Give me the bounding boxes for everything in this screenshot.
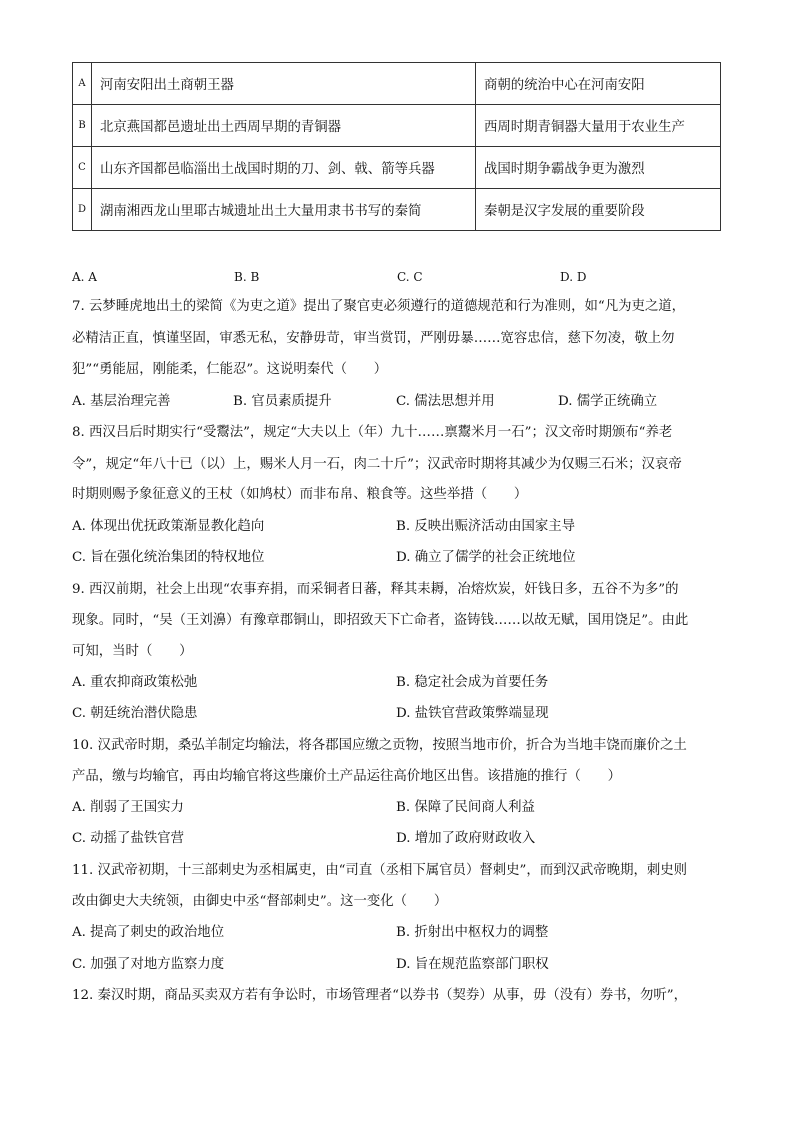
q9-stem-line: 现象。同时，“吴（王刘濞）有豫章郡铜山，即招致天下亡命者，盗铸钱……以故无赋，国用饶足”。由此	[72, 613, 689, 628]
q6-option-b[interactable]: B. B	[234, 270, 260, 284]
q7-option-d[interactable]: D. 儒学正统确立	[558, 394, 658, 409]
q11-option-a[interactable]: A. 提高了刺史的政治地位	[72, 925, 225, 940]
q8-stem-line: 时期则赐予象征意义的王杖（如鸠杖）而非布帛、粮食等。这些举措（ ）	[72, 487, 528, 502]
q9-option-b[interactable]: B. 稳定社会成为首要任务	[396, 675, 549, 690]
q12-stem-line: 12. 秦汉时期，商品买卖双方若有争讼时，市场管理者“以券书（契券）从事，毋（没有）券书，勿听”，	[72, 988, 688, 1003]
q8-option-c[interactable]: C. 旨在强化统治集团的特权地位	[72, 550, 265, 565]
row-evidence: 湖南湘西龙山里耶古城遗址出土大量用隶书书写的秦简	[92, 189, 476, 231]
q8-option-a[interactable]: A. 体现出优抚政策渐显教化趋向	[72, 519, 265, 534]
table-row	[73, 105, 721, 147]
options-table	[72, 62, 721, 231]
q10-option-c[interactable]: C. 动摇了盐铁官营	[72, 831, 185, 846]
row-letter: C	[73, 147, 92, 189]
table-row	[73, 147, 721, 189]
q8-option-d[interactable]: D. 确立了儒学的社会正统地位	[396, 550, 576, 565]
q11-stem-line: 11. 汉武帝初期，十三部刺史为丞相属吏，由“司直（丞相下属官员）督刺史”，而到汉武帝晚期，刺史则	[72, 863, 688, 878]
q10-stem-line: 10. 汉武帝时期，桑弘羊制定均输法，将各郡国应缴之贡物，按照当地市价，折合为当地丰饶而廉价之土	[72, 738, 687, 753]
q10-option-d[interactable]: D. 增加了政府财政收入	[396, 831, 536, 846]
q7-stem-line: 犯”“勇能屈，刚能柔，仁能忍”。这说明秦代（ ）	[72, 362, 388, 377]
row-conclusion: 商朝的统治中心在河南安阳	[476, 63, 721, 105]
q9-stem-line: 可知，当时（ ）	[72, 644, 193, 659]
row-letter: A	[73, 63, 92, 105]
q9-option-c[interactable]: C. 朝廷统治潜伏隐患	[72, 706, 198, 721]
row-letter: D	[73, 189, 92, 231]
table-row	[73, 189, 721, 231]
q6-option-c[interactable]: C. C	[397, 270, 423, 284]
q10-option-b[interactable]: B. 保障了民间商人利益	[396, 800, 535, 815]
q8-option-b[interactable]: B. 反映出赈济活动由国家主导	[396, 519, 576, 534]
row-conclusion: 西周时期青铜器大量用于农业生产	[476, 105, 721, 147]
q8-stem-line: 令”，规定“年八十已（以）上，赐米人月一石，肉二十斤”；汉武帝时期将其减少为仅赐三石米；汉哀帝	[72, 457, 682, 472]
q7-option-c[interactable]: C. 儒法思想并用	[396, 394, 495, 409]
q7-stem-line: 7. 云梦睡虎地出土的梁简《为吏之道》提出了聚官吏必须遵行的道德规范和行为准则，如“凡为吏之道，	[72, 299, 686, 314]
row-conclusion: 秦朝是汉字发展的重要阶段	[476, 189, 721, 231]
table-row	[73, 63, 721, 105]
q11-stem-line: 改由御史大夫统领，由御史中丞“督部刺史”。这一变化（ ）	[72, 894, 448, 909]
q6-option-d[interactable]: D. D	[560, 270, 587, 284]
q10-option-a[interactable]: A. 削弱了王国实力	[72, 800, 184, 815]
q11-option-d[interactable]: D. 旨在规范监察部门职权	[396, 957, 549, 972]
q6-option-a[interactable]: A. A	[72, 270, 97, 284]
q7-option-a[interactable]: A. 基层治理完善	[72, 394, 171, 409]
row-evidence: 河南安阳出土商朝王器	[92, 63, 476, 105]
q9-option-d[interactable]: D. 盐铁官营政策弊端显现	[396, 706, 549, 721]
row-letter: B	[73, 105, 92, 147]
q9-option-a[interactable]: A. 重农抑商政策松弛	[72, 675, 198, 690]
q11-option-b[interactable]: B. 折射出中枢权力的调整	[396, 925, 549, 940]
q6-options	[72, 270, 732, 288]
q8-stem-line: 8. 西汉吕后时期实行“受鬻法”，规定“大夫以上（年）九十……禀鬻米月一石”；汉文帝时期颁布“养老	[72, 425, 673, 440]
q10-stem-line: 产品，缴与均输官，再由均输官将这些廉价土产品运往高价地区出售。该措施的推行（ ）	[72, 769, 622, 784]
row-evidence: 北京燕国都邑遗址出土西周早期的青铜器	[92, 105, 476, 147]
row-evidence: 山东齐国都邑临淄出土战国时期的刀、剑、戟、箭等兵器	[92, 147, 476, 189]
q7-option-b[interactable]: B. 官员素质提升	[233, 394, 332, 409]
q7-stem-line: 必精洁正直，慎谨坚固，审悉无私，安静毋苛，审当赏罚，严刚毋暴……宽容忠信，慈下勿凌，敬上勿	[72, 331, 675, 346]
row-conclusion: 战国时期争霸战争更为激烈	[476, 147, 721, 189]
q11-option-c[interactable]: C. 加强了对地方监察力度	[72, 957, 225, 972]
q9-stem-line: 9. 西汉前期，社会上出现“农事弃捐，而采铜者日蕃，释其耒耨，冶熔炊炭，奸钱日多，五谷不为多”的	[72, 582, 679, 597]
